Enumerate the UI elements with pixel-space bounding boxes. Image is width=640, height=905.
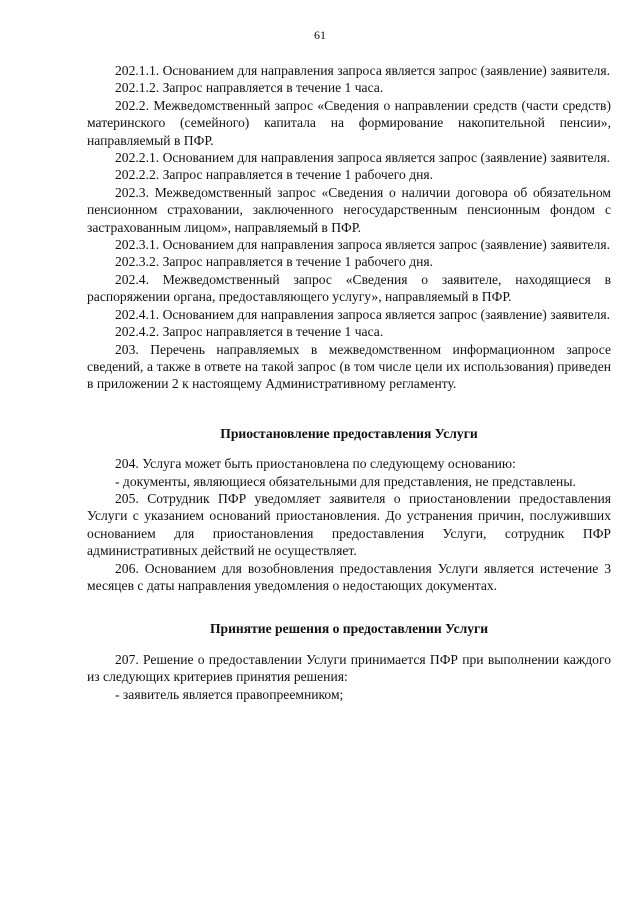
list-item-documents: - документы, являющиеся обязательными для представления, не представлены. <box>115 473 576 489</box>
section-heading-decision: Принятие решения о предоставлении Услуги <box>209 621 489 637</box>
paragraph-202-3-2: 202.3.2. Запрос направляется в течение 1 рабочего дня. <box>115 254 434 270</box>
paragraph-204: 204. Услуга может быть приостановлена по следующему основанию: <box>115 456 516 472</box>
paragraph-202-4-2: 202.4.2. Запрос направляется в течение 1 часа. <box>115 324 384 340</box>
paragraph-202-1-2: 202.1.2. Запрос направляется в течение 1 часа. <box>115 80 384 96</box>
document-body <box>87 62 611 703</box>
paragraph-203: 203. Перечень направляемых в межведомственном информационном запросе сведений, а также в ответе на такой запрос (в том числе цели их использования) приведен в приложении 2 к настоящему Административному регламенту. <box>87 341 611 392</box>
paragraph-202-4-1: 202.4.1. Основанием для направления запроса является запрос (заявление) заявителя. <box>115 306 610 322</box>
paragraph-202-1-1: 202.1.1. Основанием для направления запроса является запрос (заявление) заявителя. <box>115 63 610 78</box>
paragraph-205: 205. Сотрудник ПФР уведомляет заявителя о приостановлении предоставления Услуги с указанием оснований приостановления. До устранения причин, послуживших основанием для приостановления предоставления Услуги, сотрудник ПФР административных действий не осуществляет. <box>87 490 611 559</box>
list-item-successor: - заявитель является правопреемником; <box>115 686 344 702</box>
paragraph-202-2: 202.2. Межведомственный запрос «Сведения о направлении средств (части средств) материнского (семейного) капитала на формирование накопительной пенсии», направляемый в ПФР. <box>87 97 611 148</box>
paragraph-202-3: 202.3. Межведомственный запрос «Сведения о наличии договора об обязательном пенсионном страховании, заключенного негосударственным пенсионным фондом с застрахованным лицом», направляемый в ПФР. <box>87 184 611 235</box>
paragraph-202-3-1: 202.3.1. Основанием для направления запроса является запрос (заявление) заявителя. <box>115 237 610 253</box>
section-heading-suspension: Приостановление предоставления Услуги <box>220 425 478 441</box>
paragraph-206: 206. Основанием для возобновления предоставления Услуги является истечение 3 месяцев с даты направления уведомления о недостающих документах. <box>87 560 611 593</box>
paragraph-207: 207. Решение о предоставлении Услуги принимается ПФР при выполнении каждого из следующих критериев принятия решения: <box>87 651 611 685</box>
page-number: 61 <box>314 28 326 42</box>
paragraph-202-2-1: 202.2.1. Основанием для направления запроса является запрос (заявление) заявителя. <box>115 150 610 166</box>
paragraph-202-2-2: 202.2.2. Запрос направляется в течение 1 рабочего дня. <box>115 167 434 183</box>
paragraph-202-4: 202.4. Межведомственный запрос «Сведения о заявителе, находящиеся в распоряжении органа, предоставляющего услугу», направляемый в ПФР. <box>87 271 611 305</box>
